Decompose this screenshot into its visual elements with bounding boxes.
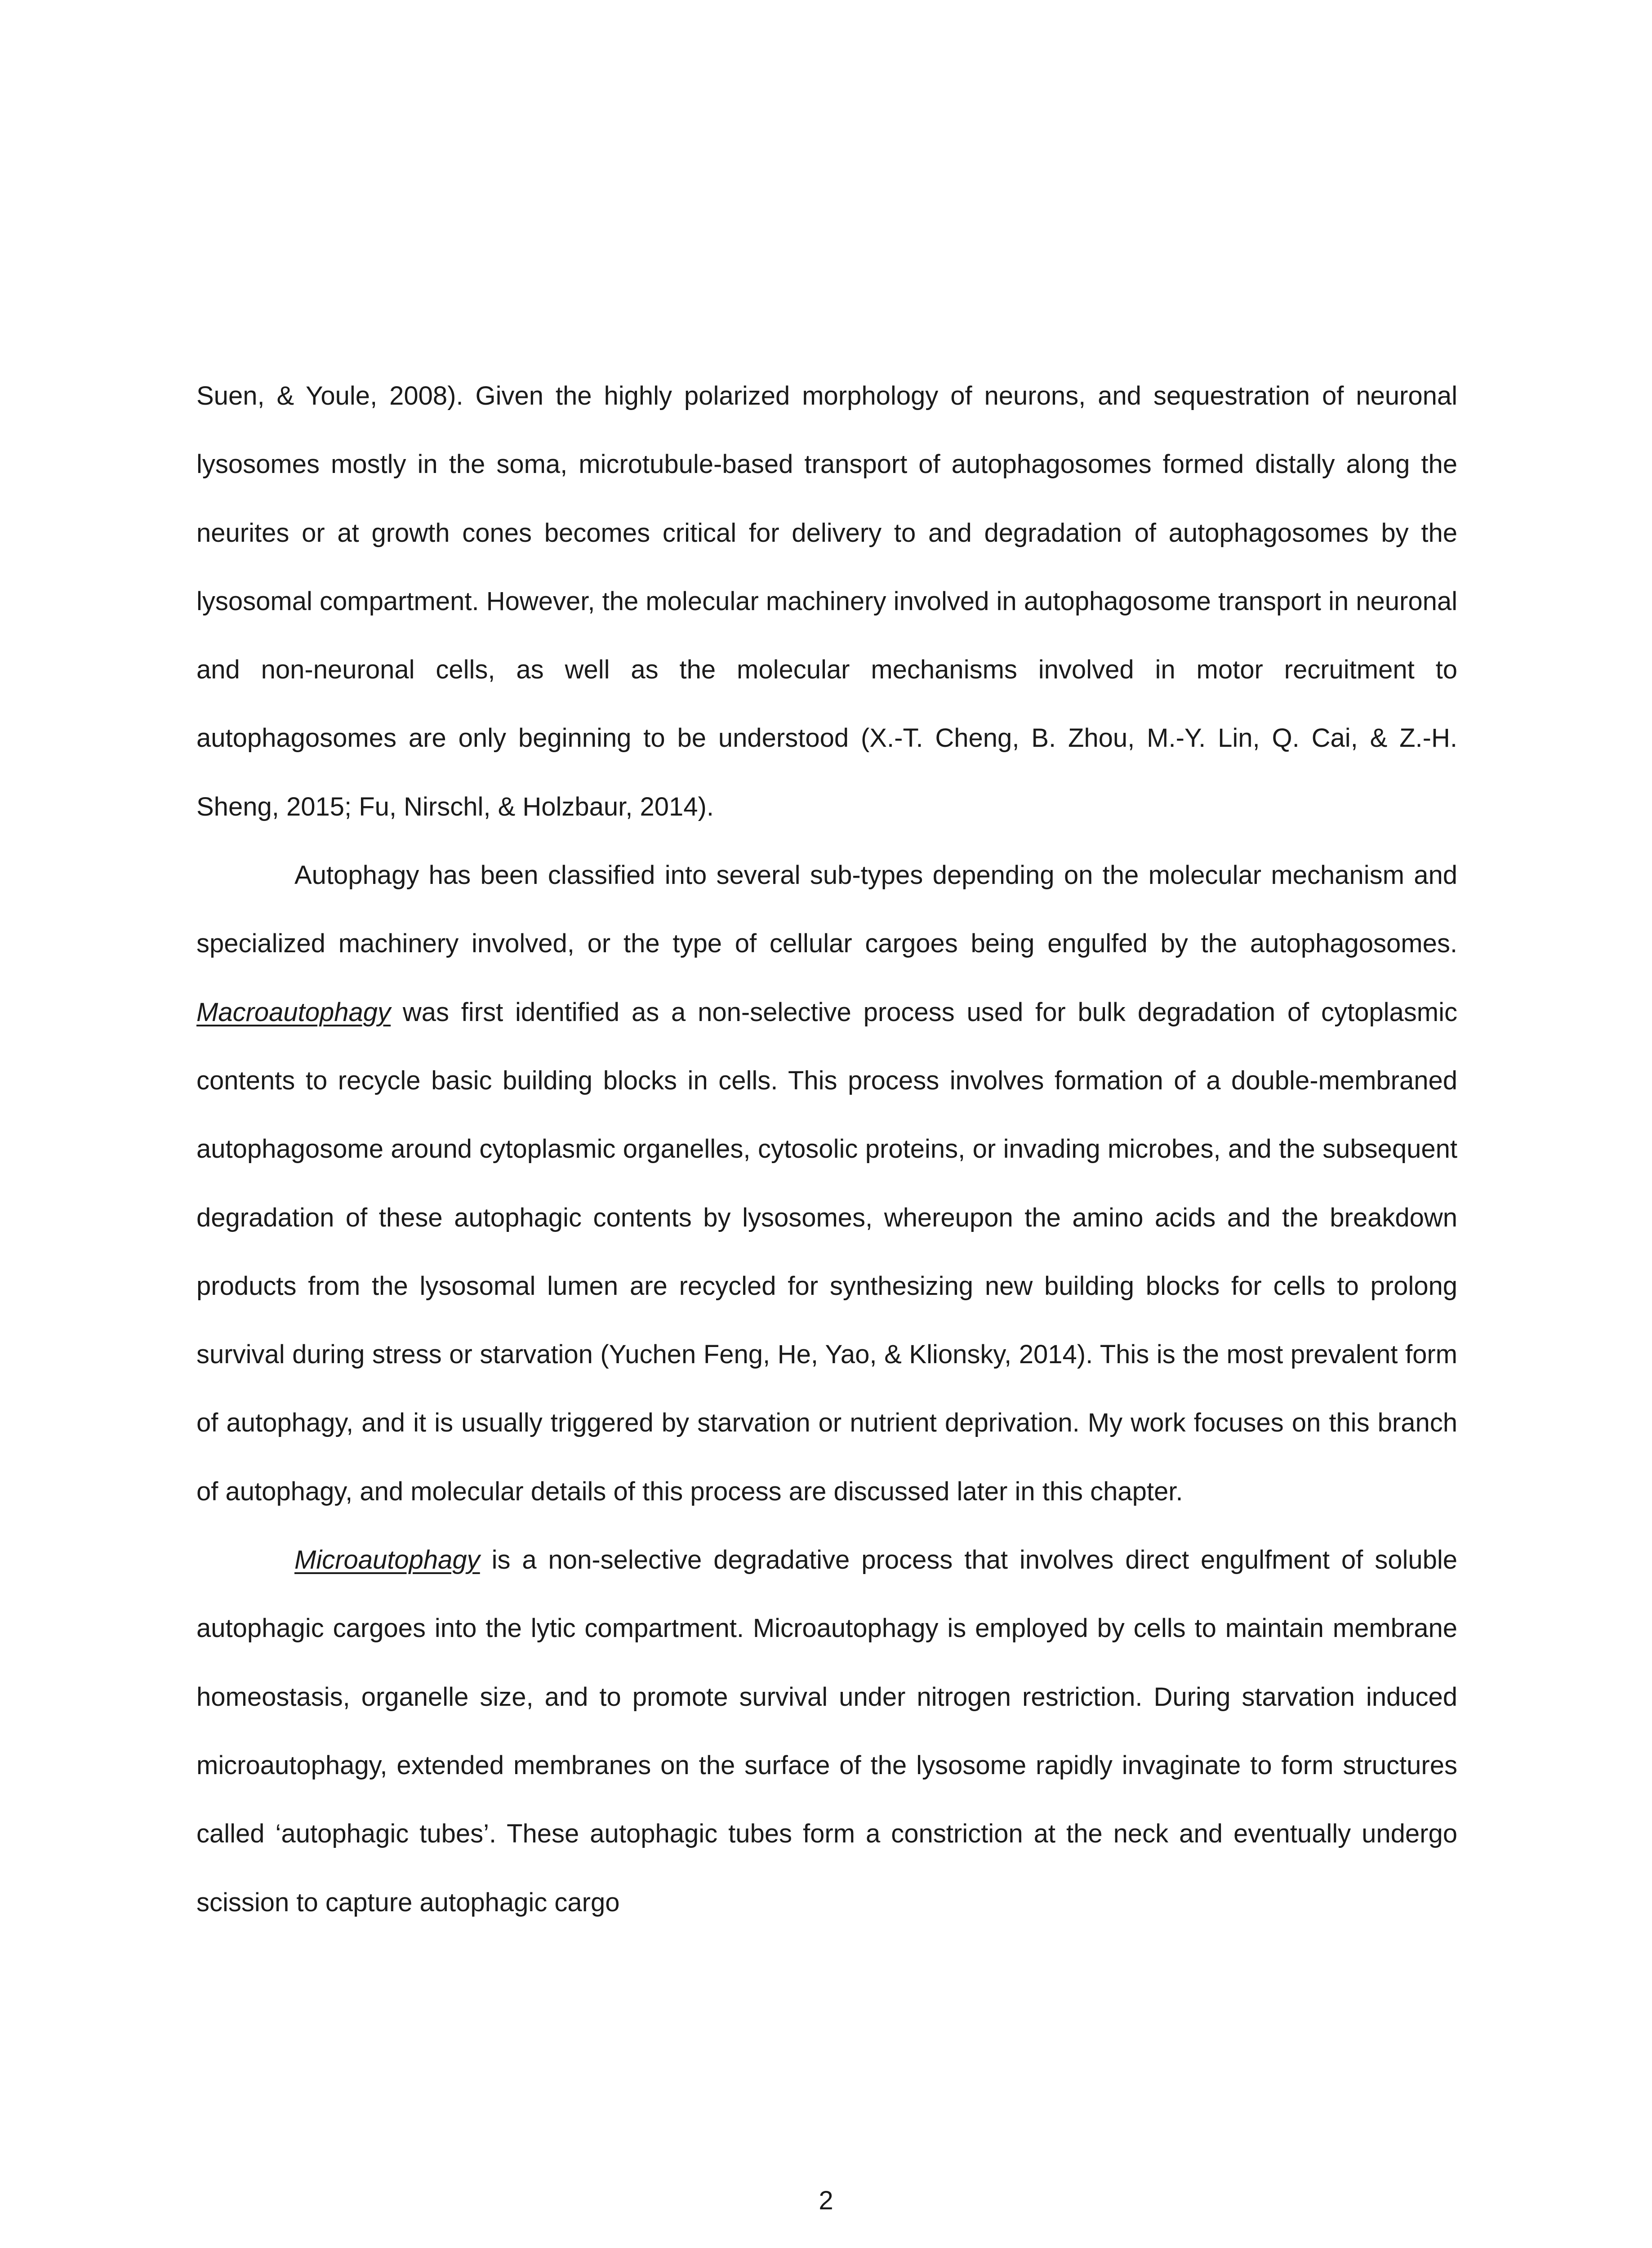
term-macroautophagy: Macroautophagy <box>196 997 391 1027</box>
paragraph-text: Autophagy has been classified into several sub-types depending on the molecular mechanism and specialized machinery involved, or the type of cellular cargoes being engulfed by the autophagosomes. <box>196 861 1457 959</box>
paragraph-text: was first identified as a non-selective process used for bulk degradation of cytoplasmic contents to recycle basic building blocks in cells. This process involves formation of a double-membraned autophagosome around cytoplasmic organelles, cytosolic proteins, or invading microbes, and the subsequent degradation of these autophagic contents by lysosomes, whereupon the amino acids and the breakdown products from the lysosomal lumen are recycled for synthesizing new building blocks for cells to prolong survival during stress or starvation (Yuchen Feng, He, Yao, & Klionsky, 2014). This is the most prevalent form of autophagy, and it is usually triggered by starvation or nutrient deprivation. My work focuses on this branch of autophagy, and molecular details of this process are discussed later in this chapter. <box>196 997 1457 1506</box>
term-microautophagy: Microautophagy <box>294 1545 480 1575</box>
paragraph <box>196 841 1457 1526</box>
page-number: 2 <box>819 2186 833 2215</box>
body-text <box>196 362 1457 1937</box>
paragraph-text: is a non-selective degradative process that involves direct engulfment of soluble autophagic cargoes into the lytic compartment. Microautophagy is employed by cells to maintain membrane homeostasis, organelle size, and to promote survival under nitrogen restriction. During starvation induced microautophagy, extended membranes on the surface of the lysosome rapidly invaginate to form structures called ‘autophagic tubes’. These autophagic tubes form a constriction at the neck and eventually undergo scission to capture autophagic cargo <box>196 1545 1457 1917</box>
paragraph <box>196 1526 1457 1937</box>
paragraph <box>196 362 1457 841</box>
paragraph-text: Suen, & Youle, 2008). Given the highly polarized morphology of neurons, and sequestration of neuronal lysosomes mostly in the soma, microtubule-based transport of autophagosomes formed distally along the neurites or at growth cones becomes critical for delivery to and degradation of autophagosomes by the lysosomal compartment. However, the molecular machinery involved in autophagosome transport in neuronal and non-neuronal cells, as well as the molecular mechanisms involved in motor recruitment to autophagosomes are only beginning to be understood (X.-T. Cheng, B. Zhou, M.-Y. Lin, Q. Cai, & Z.-H. Sheng, 2015; Fu, Nirschl, & Holzbaur, 2014). <box>196 381 1457 821</box>
